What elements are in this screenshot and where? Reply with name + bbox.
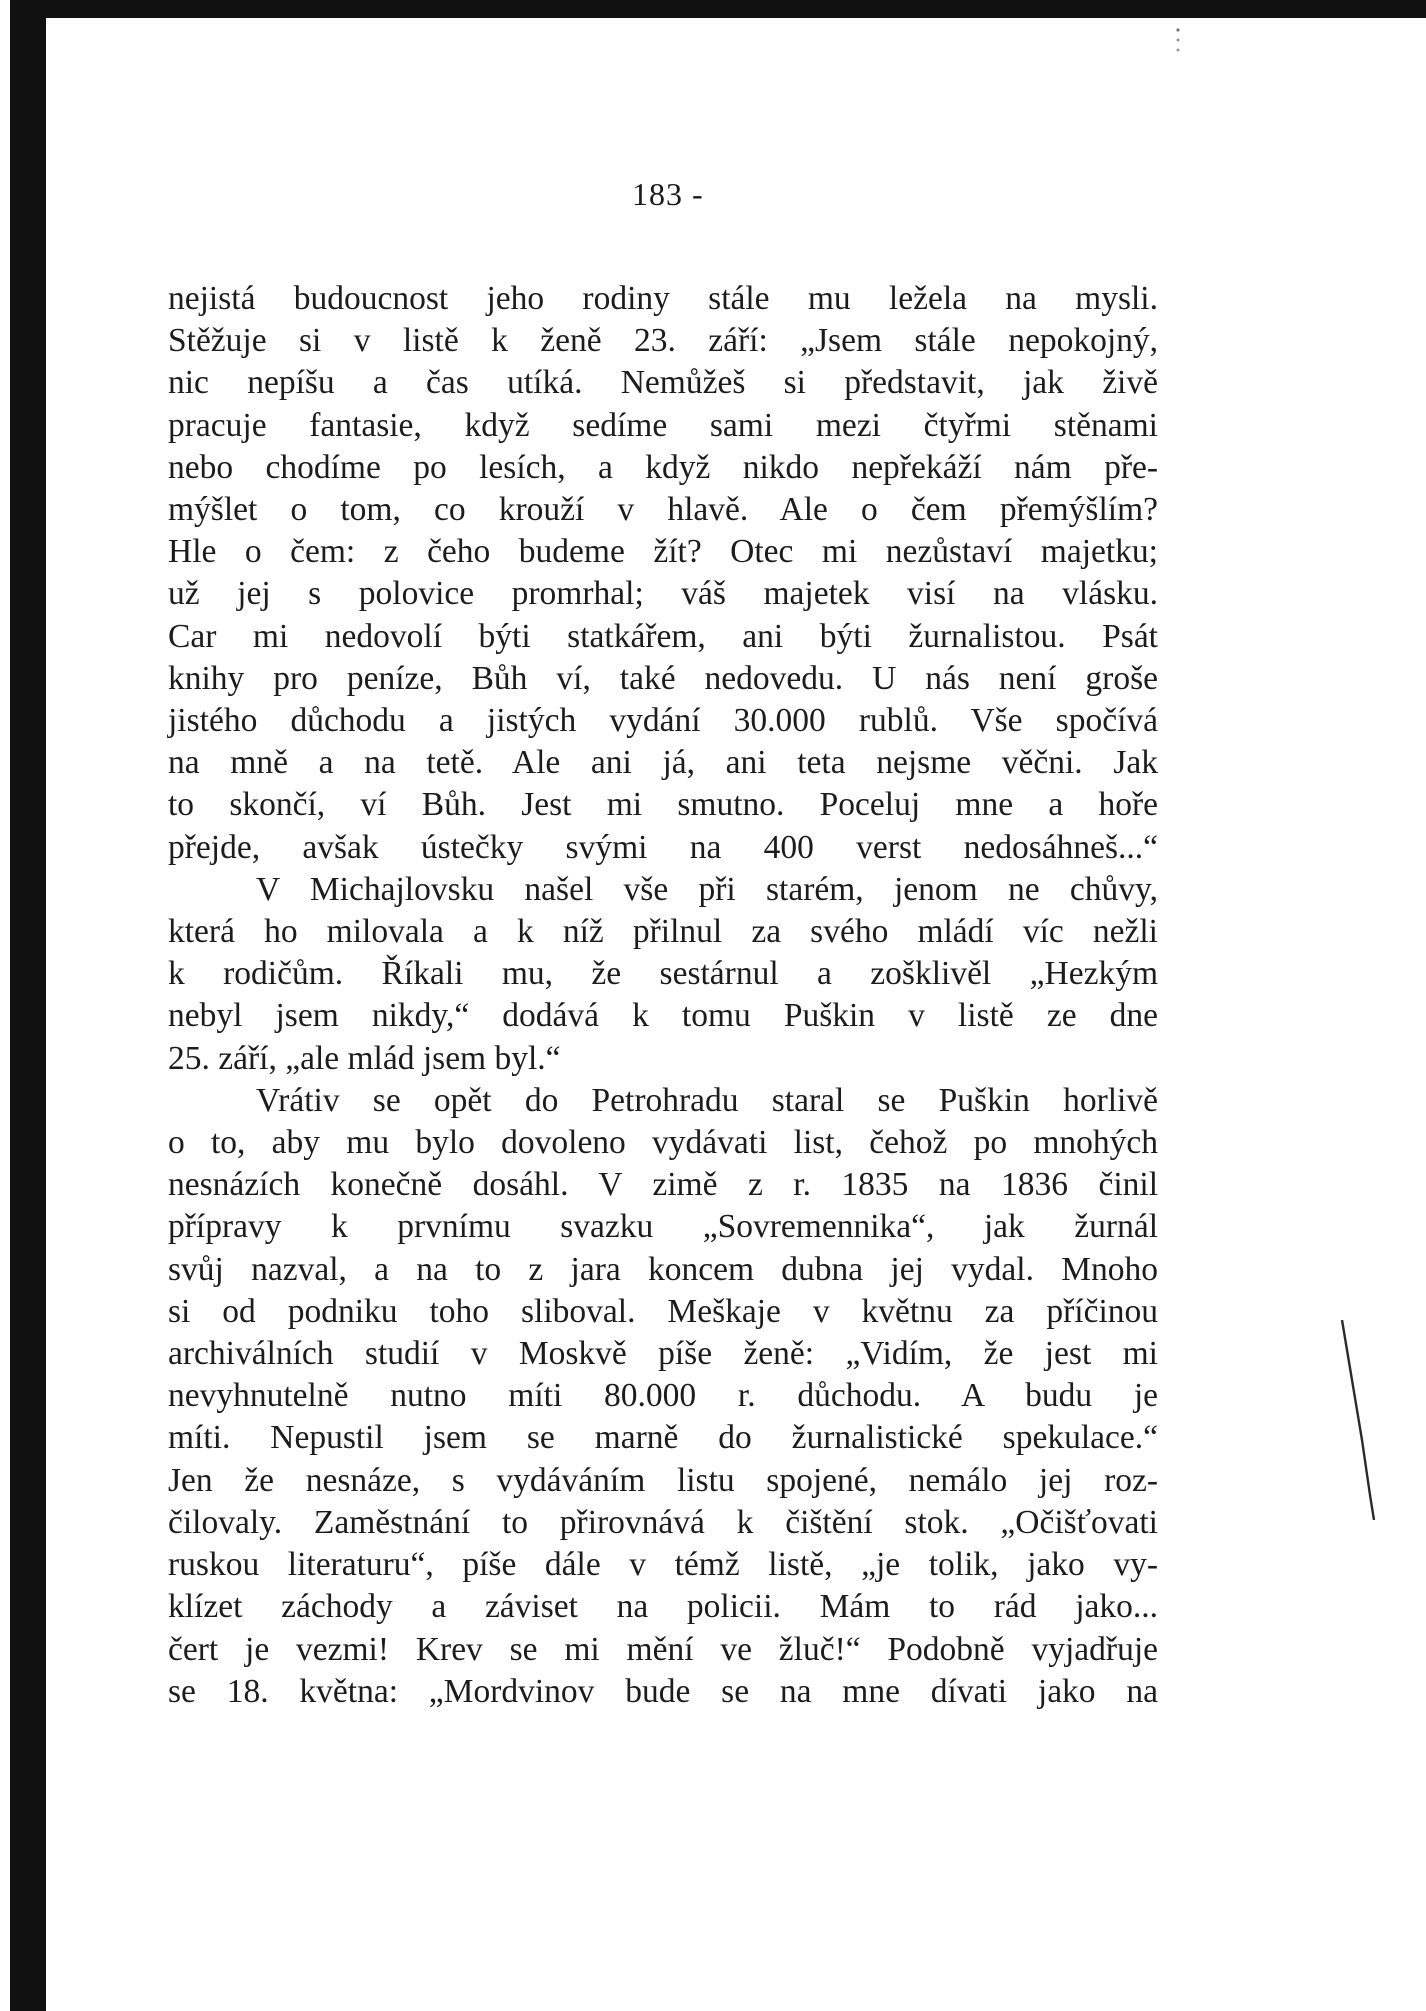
text-line: Stěžuje si v listě k ženě 23. září: „Jsem stále nepokojný,: [168, 322, 1158, 360]
page-number: 183 -: [632, 176, 704, 212]
text-line: 25. září, „ale mlád jsem byl.“: [168, 1039, 561, 1077]
text-line: si od podniku toho sliboval. Meškaje v květnu za příčinou: [168, 1292, 1158, 1330]
text-line: V Michajlovsku našel vše při starém, jenom ne chůvy,: [256, 870, 1158, 908]
text-line: míti. Nepustil jsem se marně do žurnalistické spekulace.“: [168, 1419, 1158, 1457]
page-body-text: [168, 278, 1158, 1713]
text-line: knihy pro peníze, Bůh ví, také nedovedu. U nás není groše: [168, 659, 1158, 697]
scan-speck-marks: [1176, 26, 1180, 56]
text-line: nebyl jsem nikdy,“ dodává k tomu Puškin v listě ze dne: [168, 997, 1158, 1035]
text-line: Jen že nesnáze, s vydáváním listu spojené, nemálo jej roz-: [168, 1461, 1158, 1499]
text-line: o to, aby mu bylo dovoleno vydávati list, čehož po mnohých: [168, 1124, 1158, 1162]
margin-pencil-stroke: [1340, 1320, 1380, 1520]
text-line: archiválních studií v Moskvě píše ženě: „Vidím, že jest mi: [168, 1335, 1158, 1373]
text-line: nic nepíšu a čas utíká. Nemůžeš si představit, jak živě: [168, 364, 1158, 402]
text-line: se 18. května: „Mordvinov bude se na mne dívati jako na: [168, 1672, 1158, 1710]
text-line: čilovaly. Zaměstnání to přirovnává k čištění stok. „Očišťovati: [168, 1503, 1158, 1541]
text-line: přejde, avšak ústečky svými na 400 verst nedosáhneš...“: [168, 828, 1158, 866]
text-line: to skončí, ví Bůh. Jest mi smutno. Poceluj mne a hoře: [168, 786, 1158, 824]
text-line: svůj nazval, a na to z jara koncem dubna jej vydal. Mnoho: [168, 1250, 1158, 1288]
text-line: nesnázích konečně dosáhl. V zimě z r. 1835 na 1836 činil: [168, 1166, 1158, 1204]
text-line: přípravy k prvnímu svazku „Sovremennika“, jak žurnál: [168, 1208, 1158, 1246]
text-line: která ho milovala a k níž přilnul za svého mládí víc nežli: [168, 913, 1158, 951]
text-line: pracuje fantasie, když sedíme sami mezi čtyřmi stěnami: [168, 406, 1158, 444]
text-line: mýšlet o tom, co krouží v hlavě. Ale o čem přemýšlím?: [168, 491, 1158, 529]
text-line: k rodičům. Říkali mu, že sestárnul a zošklivěl „Hezkým: [168, 955, 1158, 993]
text-line: čert je vezmi! Krev se mi mění ve žluč!“ Podobně vyjadřuje: [168, 1630, 1158, 1668]
text-line: ruskou literaturu“, píše dále v témž listě, „je tolik, jako vy-: [168, 1546, 1158, 1584]
text-line: Hle o čem: z čeho budeme žít? Otec mi nezůstaví majetku;: [168, 533, 1158, 571]
text-line: nejistá budoucnost jeho rodiny stále mu ležela na mysli.: [168, 280, 1158, 317]
left-margin-strip: [0, 0, 10, 2011]
text-line: klízet záchody a záviset na policii. Mám to rád jako...: [168, 1588, 1158, 1626]
text-line: Vrátiv se opět do Petrohradu staral se Puškin horlivě: [256, 1081, 1158, 1119]
text-line: nevyhnutelně nutno míti 80.000 r. důchodu. A budu je: [168, 1377, 1158, 1415]
text-line: Car mi nedovolí býti statkářem, ani býti žurnalistou. Psát: [168, 617, 1158, 655]
text-line: už jej s polovice promrhal; váš majetek visí na vlásku.: [168, 575, 1158, 613]
text-line: na mně a na tetě. Ale ani já, ani teta nejsme věčni. Jak: [168, 744, 1158, 782]
text-line: nebo chodíme po lesích, a když nikdo nepřekáží nám pře-: [168, 448, 1158, 486]
text-line: jistého důchodu a jistých vydání 30.000 rublů. Vše spočívá: [168, 702, 1158, 740]
top-scan-edge: [30, 0, 1426, 16]
